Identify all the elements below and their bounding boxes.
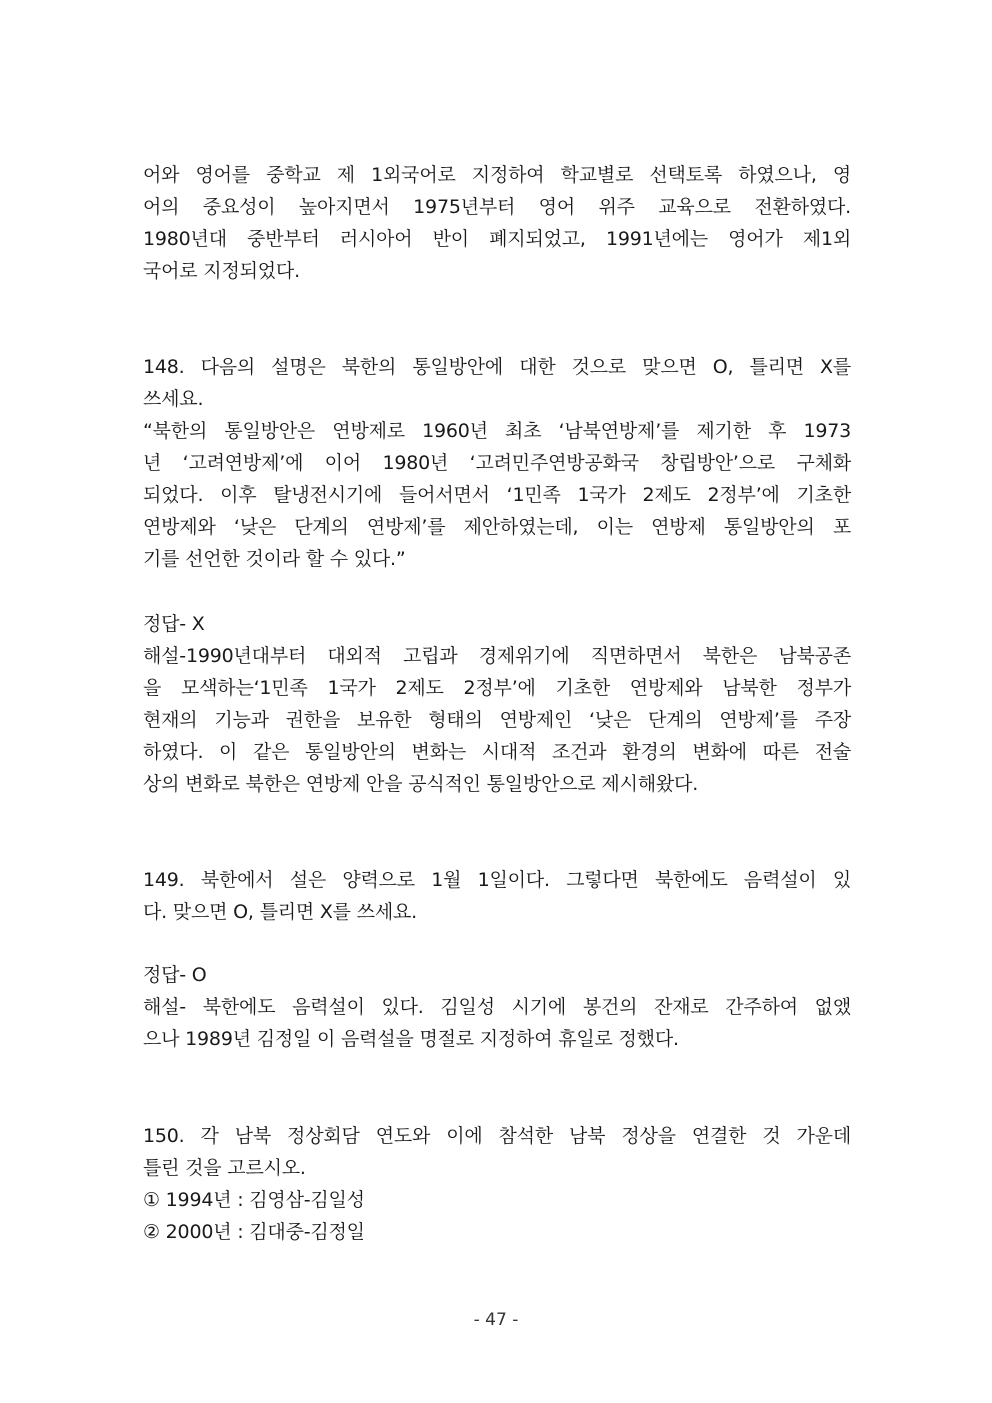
explanation-line: 현재의 기능과 권한을 보유한 형태의 연방제인 ‘낮은 단계의 연방제’를 주장 bbox=[143, 709, 851, 731]
question-148 bbox=[143, 351, 851, 575]
answer-149-block bbox=[143, 959, 851, 1055]
question-text: 틀린 것을 고르시오. bbox=[143, 1157, 306, 1179]
intro-line: 어의 중요성이 높아지면서 1975년부터 영어 위주 교육으로 전환하였다. bbox=[143, 196, 851, 218]
answer-149: 정답- O bbox=[143, 964, 207, 986]
explanation-line: 해설-1990년대부터 대외적 고립과 경제위기에 직면하면서 북한은 남북공존 bbox=[143, 645, 851, 667]
explanation-line: 하였다. 이 같은 통일방안의 변화는 시대적 조건과 환경의 변화에 따른 전술 bbox=[143, 741, 851, 763]
question-text: 다. 맞으면 O, 틀리면 X를 쓰세요. bbox=[143, 901, 417, 923]
question-text: 149. 북한에서 설은 양력으로 1월 1일이다. 그렇다면 북한에도 음력설이 있 bbox=[143, 869, 851, 891]
intro-line: 국어로 지정되었다. bbox=[143, 260, 300, 282]
question-text: 쓰세요. bbox=[143, 388, 204, 410]
quote-line: 되었다. 이후 탈냉전시기에 들어서면서 ‘1민족 1국가 2제도 2정부’에 기초한 bbox=[143, 484, 851, 506]
question-text: 150. 각 남북 정상회담 연도와 이에 참석한 남북 정상을 연결한 것 가운데 bbox=[143, 1125, 851, 1147]
option-2: ② 2000년 : 김대중-김정일 bbox=[143, 1221, 365, 1243]
explanation-line: 상의 변화로 북한은 연방제 안을 공식적인 통일방안으로 제시해왔다. bbox=[143, 773, 699, 795]
quote-line: 연방제와 ‘낮은 단계의 연방제’를 제안하였는데, 이는 연방제 통일방안의 포 bbox=[143, 516, 851, 538]
explanation-line: 으나 1989년 김정일 이 음력설을 명절로 지정하여 휴일로 정했다. bbox=[143, 1028, 679, 1050]
answer-148-block bbox=[143, 608, 851, 800]
question-149 bbox=[143, 864, 851, 928]
intro-line: 어와 영어를 중학교 제 1외국어로 지정하여 학교별로 선택토록 하였으나, 영 bbox=[143, 164, 851, 186]
option-1: ① 1994년 : 김영삼-김일성 bbox=[143, 1189, 365, 1211]
quote-line: 기를 선언한 것이라 할 수 있다.” bbox=[143, 548, 406, 570]
intro-paragraph bbox=[143, 159, 851, 287]
page-number: - 47 - bbox=[473, 1310, 519, 1330]
question-text: 148. 다음의 설명은 북한의 통일방안에 대한 것으로 맞으면 O, 틀리면 X를 bbox=[143, 356, 851, 378]
quote-line: 년 ‘고려연방제’에 이어 1980년 ‘고려민주연방공화국 창립방안’으로 구체화 bbox=[143, 452, 851, 474]
quote-line: “북한의 통일방안은 연방제로 1960년 최초 ‘남북연방제’를 제기한 후 1973 bbox=[143, 420, 851, 442]
intro-line: 1980년대 중반부터 러시아어 반이 폐지되었고, 1991년에는 영어가 제1외 bbox=[143, 228, 851, 250]
explanation-line: 해설- 북한에도 음력설이 있다. 김일성 시기에 봉건의 잔재로 간주하여 없앴 bbox=[143, 996, 851, 1018]
answer-148: 정답- X bbox=[143, 613, 205, 635]
question-150 bbox=[143, 1120, 851, 1248]
explanation-line: 을 모색하는‘1민족 1국가 2제도 2정부’에 기초한 연방제와 남북한 정부가 bbox=[143, 677, 851, 699]
